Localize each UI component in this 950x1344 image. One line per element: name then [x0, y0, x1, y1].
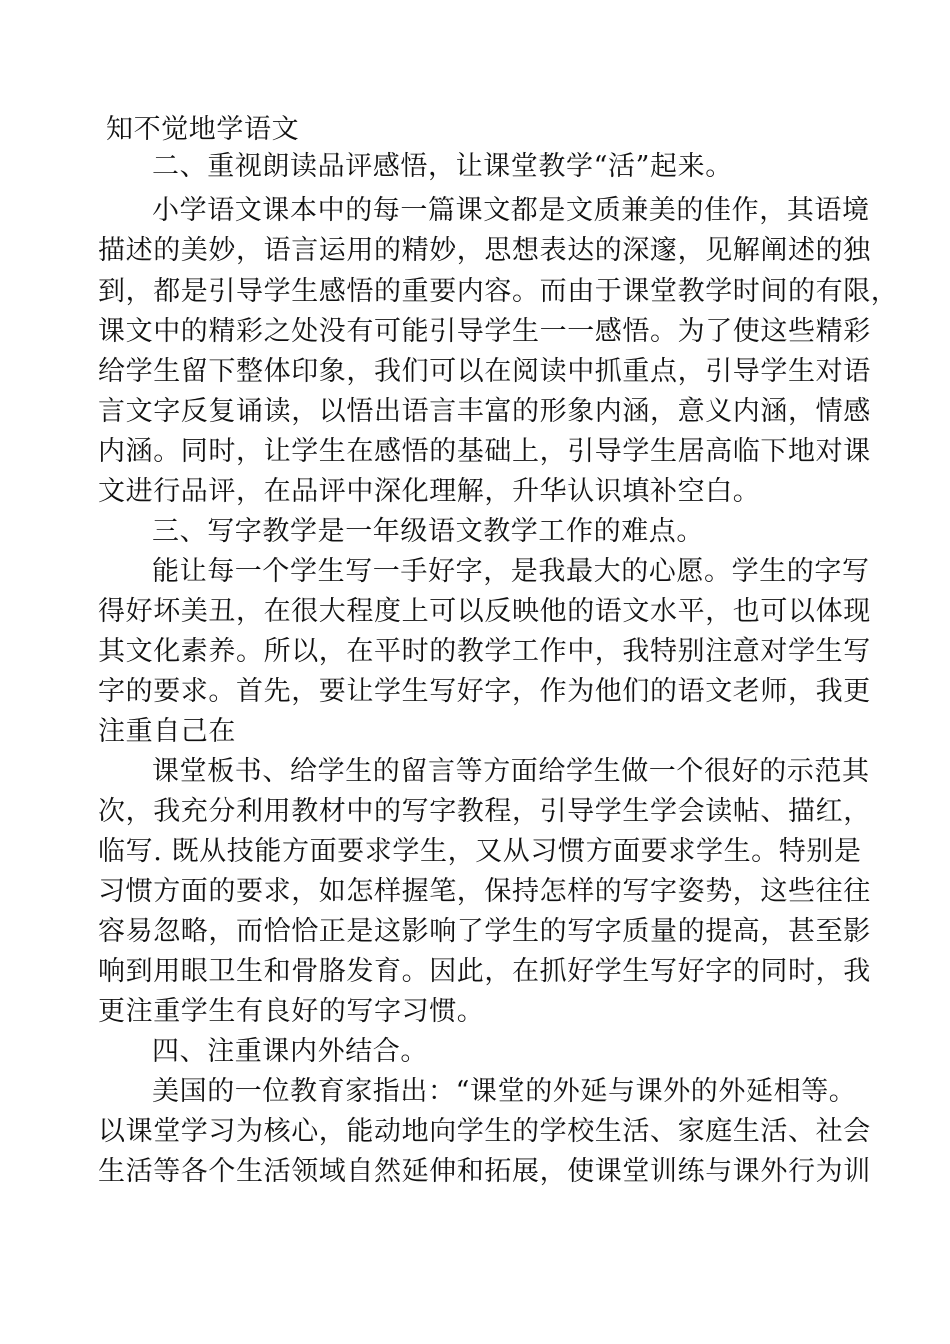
section-heading: 三、写字教学是一年级语文教学工作的难点。: [152, 516, 704, 547]
text-line: 给学生留下整体印象，我们可以在阅读中抓重点，引导学生对语: [98, 356, 871, 387]
text-line: 得好坏美丑，在很大程度上可以反映他的语文水平，也可以体现: [98, 596, 871, 627]
section-heading: 四、注重课内外结合。: [152, 1036, 428, 1067]
text-line: 次，我充分利用教材中的写字教程，引导学生学会读帖、描红，: [98, 796, 871, 827]
text-line: 言文字反复诵读，以悟出语言丰富的形象内涵，意义内涵，情感: [98, 396, 871, 427]
text-line: 容易忽略，而恰恰正是这影响了学生的写字质量的提高，甚至影: [98, 916, 871, 947]
text-line: 注重自己在: [98, 716, 236, 747]
text-line: 小学语文课本中的每一篇课文都是文质兼美的佳作，其语境: [152, 195, 870, 226]
text-line: 其文化素养。所以，在平时的教学工作中，我特别注意对学生写: [98, 636, 871, 667]
text-line: 内涵。同时，让学生在感悟的基础上，引导学生居高临下地对课: [98, 436, 871, 467]
text-line: 临写. 既从技能方面要求学生，又从习惯方面要求学生。特别是: [98, 836, 862, 867]
text-line: 美国的一位教育家指出：“课堂的外延与课外的外延相等。: [152, 1076, 857, 1107]
section-heading: 二、重视朗读品评感悟，让课堂教学“活”起来。: [152, 151, 733, 182]
text-line: 知不觉地学语文: [106, 114, 300, 145]
text-line: 生活等各个生活领域自然延伸和拓展，使课堂训练与课外行为训: [98, 1156, 871, 1187]
text-line: 课堂板书、给学生的留言等方面给学生做一个很好的示范其: [152, 756, 870, 787]
text-line: 文进行品评，在品评中深化理解，升华认识填补空白。: [98, 476, 761, 507]
text-line: 更注重学生有良好的写字习惯。: [98, 996, 485, 1027]
text-line: 描述的美妙，语言运用的精妙，思想表达的深邃，见解阐述的独: [98, 235, 871, 266]
text-line: 习惯方面的要求，如怎样握笔，保持怎样的写字姿势，这些往往: [98, 876, 871, 907]
text-line: 字的要求。首先，要让学生写好字，作为他们的语文老师，我更: [98, 676, 871, 707]
text-line: 能让每一个学生写一手好字，是我最大的心愿。学生的字写: [152, 556, 870, 587]
text-line: 响到用眼卫生和骨胳发育。因此，在抓好学生写好字的同时，我: [98, 956, 871, 987]
text-line: 以课堂学习为核心，能动地向学生的学校生活、家庭生活、社会: [98, 1116, 871, 1147]
text-line: 到，都是引导学生感悟的重要内容。而由于课堂教学时间的有限，: [98, 276, 899, 307]
text-line: 课文中的精彩之处没有可能引导学生一一感悟。为了使这些精彩: [98, 316, 871, 347]
